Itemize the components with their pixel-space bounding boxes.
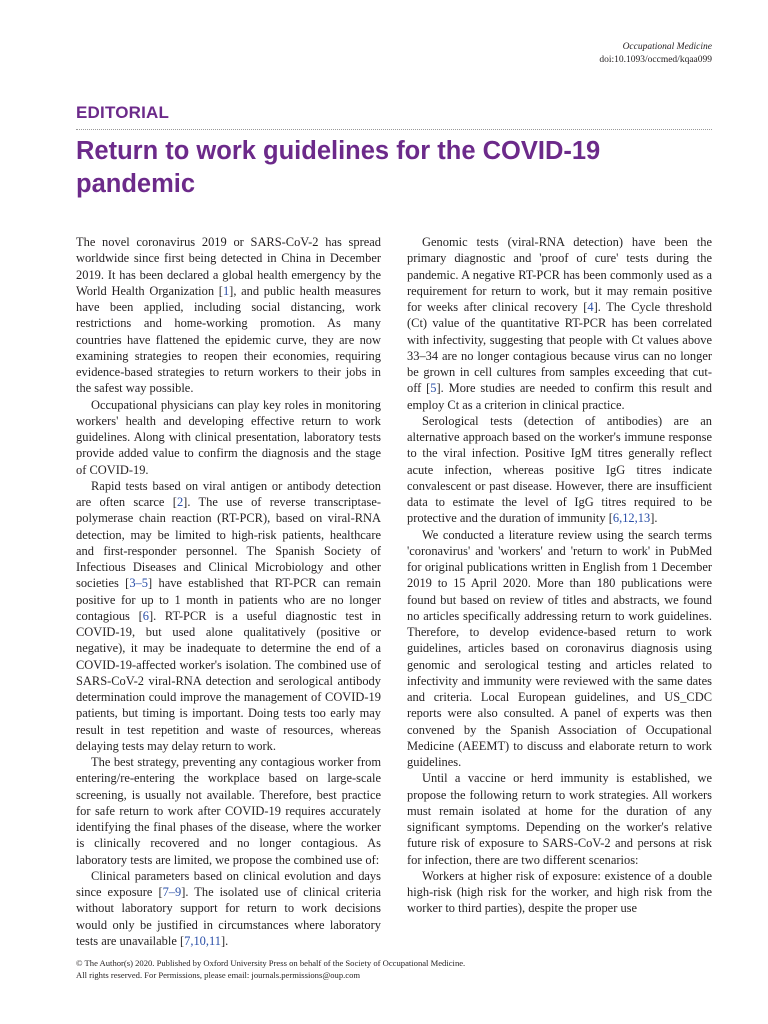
copyright-footer [76,958,716,981]
paragraph: Until a vaccine or herd immunity is established, we propose the following return to work strategies. All workers must remain isolated at home for the duration of any significant symptoms. Depending on the worker's relative future risk of exposure to SARS-CoV-2 and persons at risk for infection, there are two different scenarios: [407,771,712,867]
citation-link[interactable]: 7–9 [162,885,182,899]
paragraph: Occupational physicians can play key roles in monitoring workers' health and developing effective return to work guidelines. Along with clinical presentation, laboratory tests provide added value to confirm the diagnosis and the stage of COVID-19. [76,397,381,477]
permissions-line: All rights reserved. For Permissions, please email: journals.permissions@oup.com [76,969,361,980]
citation-link[interactable]: 1 [222,283,230,298]
citation-link[interactable]: 5 [430,381,437,396]
right-column [407,234,712,917]
paragraph: Workers at higher risk of exposure: existence of a double high-risk (high risk for the worker, and high risk from the worker to third parties), despite the proper use [407,868,712,916]
running-header [599,41,712,67]
paragraph: Genomic tests (viral-RNA detection) have been the primary diagnostic and 'proof of cure' tests during the pandemic. A negative RT-PCR has been commonly used as a requirement for return to work, but it may remain positive for weeks after clinical recovery [4]. The Cycle threshold (Ct) value of the quantitative RT-PCR has been correlated with infectivity, suggesting that people with Ct values above 33–34 are no longer contagious because virus can no longer be grown in cell cultures from samples exceeding that cut-off [5]. More studies are needed to confirm this result and employ Ct as a criterion in clinical practice. [407,235,712,412]
citation-link[interactable]: 6,12,13 [612,511,651,526]
paragraph: Serological tests (detection of antibodies) are an alternative approach based on the worker's immune response to the viral infection. Positive IgM titres generally reflect acute infection, whereas positive IgG titres indicate convalescent or past disease. However, there are insufficient data to estimate the level of IgG titres required to be protective and the duration of immunity [6,12,13]. [407,413,712,526]
copyright-line: © The Author(s) 2020. Published by Oxford University Press on behalf of the Society of Occupational Medicine. [76,958,466,968]
doi: doi:10.1093/occmed/kqaa099 [599,55,712,65]
left-column [76,234,381,949]
paragraph: The best strategy, preventing any contagious worker from entering/re-entering the workplace based on large-scale screening, is usually not available. Therefore, best practice for safe return to work after COVID-19 requires accurately identifying the final phases of the disease, where the worker is clinically recovered and no longer contagious. As laboratory tests are limited, we propose the combined use of: [76,755,381,867]
dotted-divider [76,129,712,130]
citation-link[interactable]: 3–5 [129,576,148,591]
citation-link[interactable]: 4 [587,300,594,314]
citation-link[interactable]: 2 [176,495,184,509]
paragraph: Rapid tests based on viral antigen or antibody detection are often scarce [2]. The use of reverse transcriptase-polymerase chain reaction (RT-PCR), based on viral-RNA detection, may be limited to high-risk patients, healthcare and first-responder personnel. The Spanish Society of Infectious Diseases and Clinical Microbiology and other societies [3–5] have established that RT-PCR can remain positive for up to 1 month in patients who are no longer contagious [6]. RT-PCR is a useful diagnostic test in COVID-19, but used alone qualitatively (positive or negative), it may be inadequate to determine the end of a COVID-19-affected worker's isolation. The combined use of SARS-CoV-2 viral-RNA detection and serological antibody determination could improve the management of COVID-19 patients, but timing is important. Doing tests too early may result in test repetition and waste of resources, whereas delaying tests may delay return to work. [76,478,381,753]
paragraph: The novel coronavirus 2019 or SARS-CoV-2 has spread worldwide since first being detected in China in December 2019. It has been declared a global health emergency by the World Health Organization [1], and public health measures have been applied, including social distancing, work restrictions and home-working promotion. As many countries have flattened the epidemic curve, they are now examining strategies to reopen their economies, requiring evidence-based strategies to return workers to their jobs in the safest way possible. [76,235,381,396]
paragraph: We conducted a literature review using the search terms 'coronavirus' and 'workers' and 'return to work' in PubMed for original publications written in English from 1 December 2019 to 15 April 2020. More than 180 publications were found but based on review of titles and abstracts, we found no articles specifically addressing return to work guidelines. Therefore, to develop evidence-based return to work guidelines, articles based on coronavirus diagnosis using genomic and serological testing and articles related to infectivity and immunity were reviewed with the same dates and criteria. Local European guidelines, and US_CDC reports were also consulted. A panel of experts was then convened by the Spanish Association of Occupational Medicine (AEEMT) to discuss and elaborate return to work guidelines. [407,527,712,769]
citation-link[interactable]: 6 [142,608,149,623]
article-title: Return to work guidelines for the COVID-19 pandemic [76,137,601,198]
section-label: EDITORIAL [76,103,170,122]
journal-name: Occupational Medicine [622,42,712,52]
citation-link[interactable]: 7,10,11 [184,933,221,948]
paragraph: Clinical parameters based on clinical evolution and days since exposure [7–9]. The isolated use of clinical criteria without laboratory support for return to work decisions would only be justified in circumstances where laboratory tests are unavailable [7,10,11]. [76,868,381,948]
